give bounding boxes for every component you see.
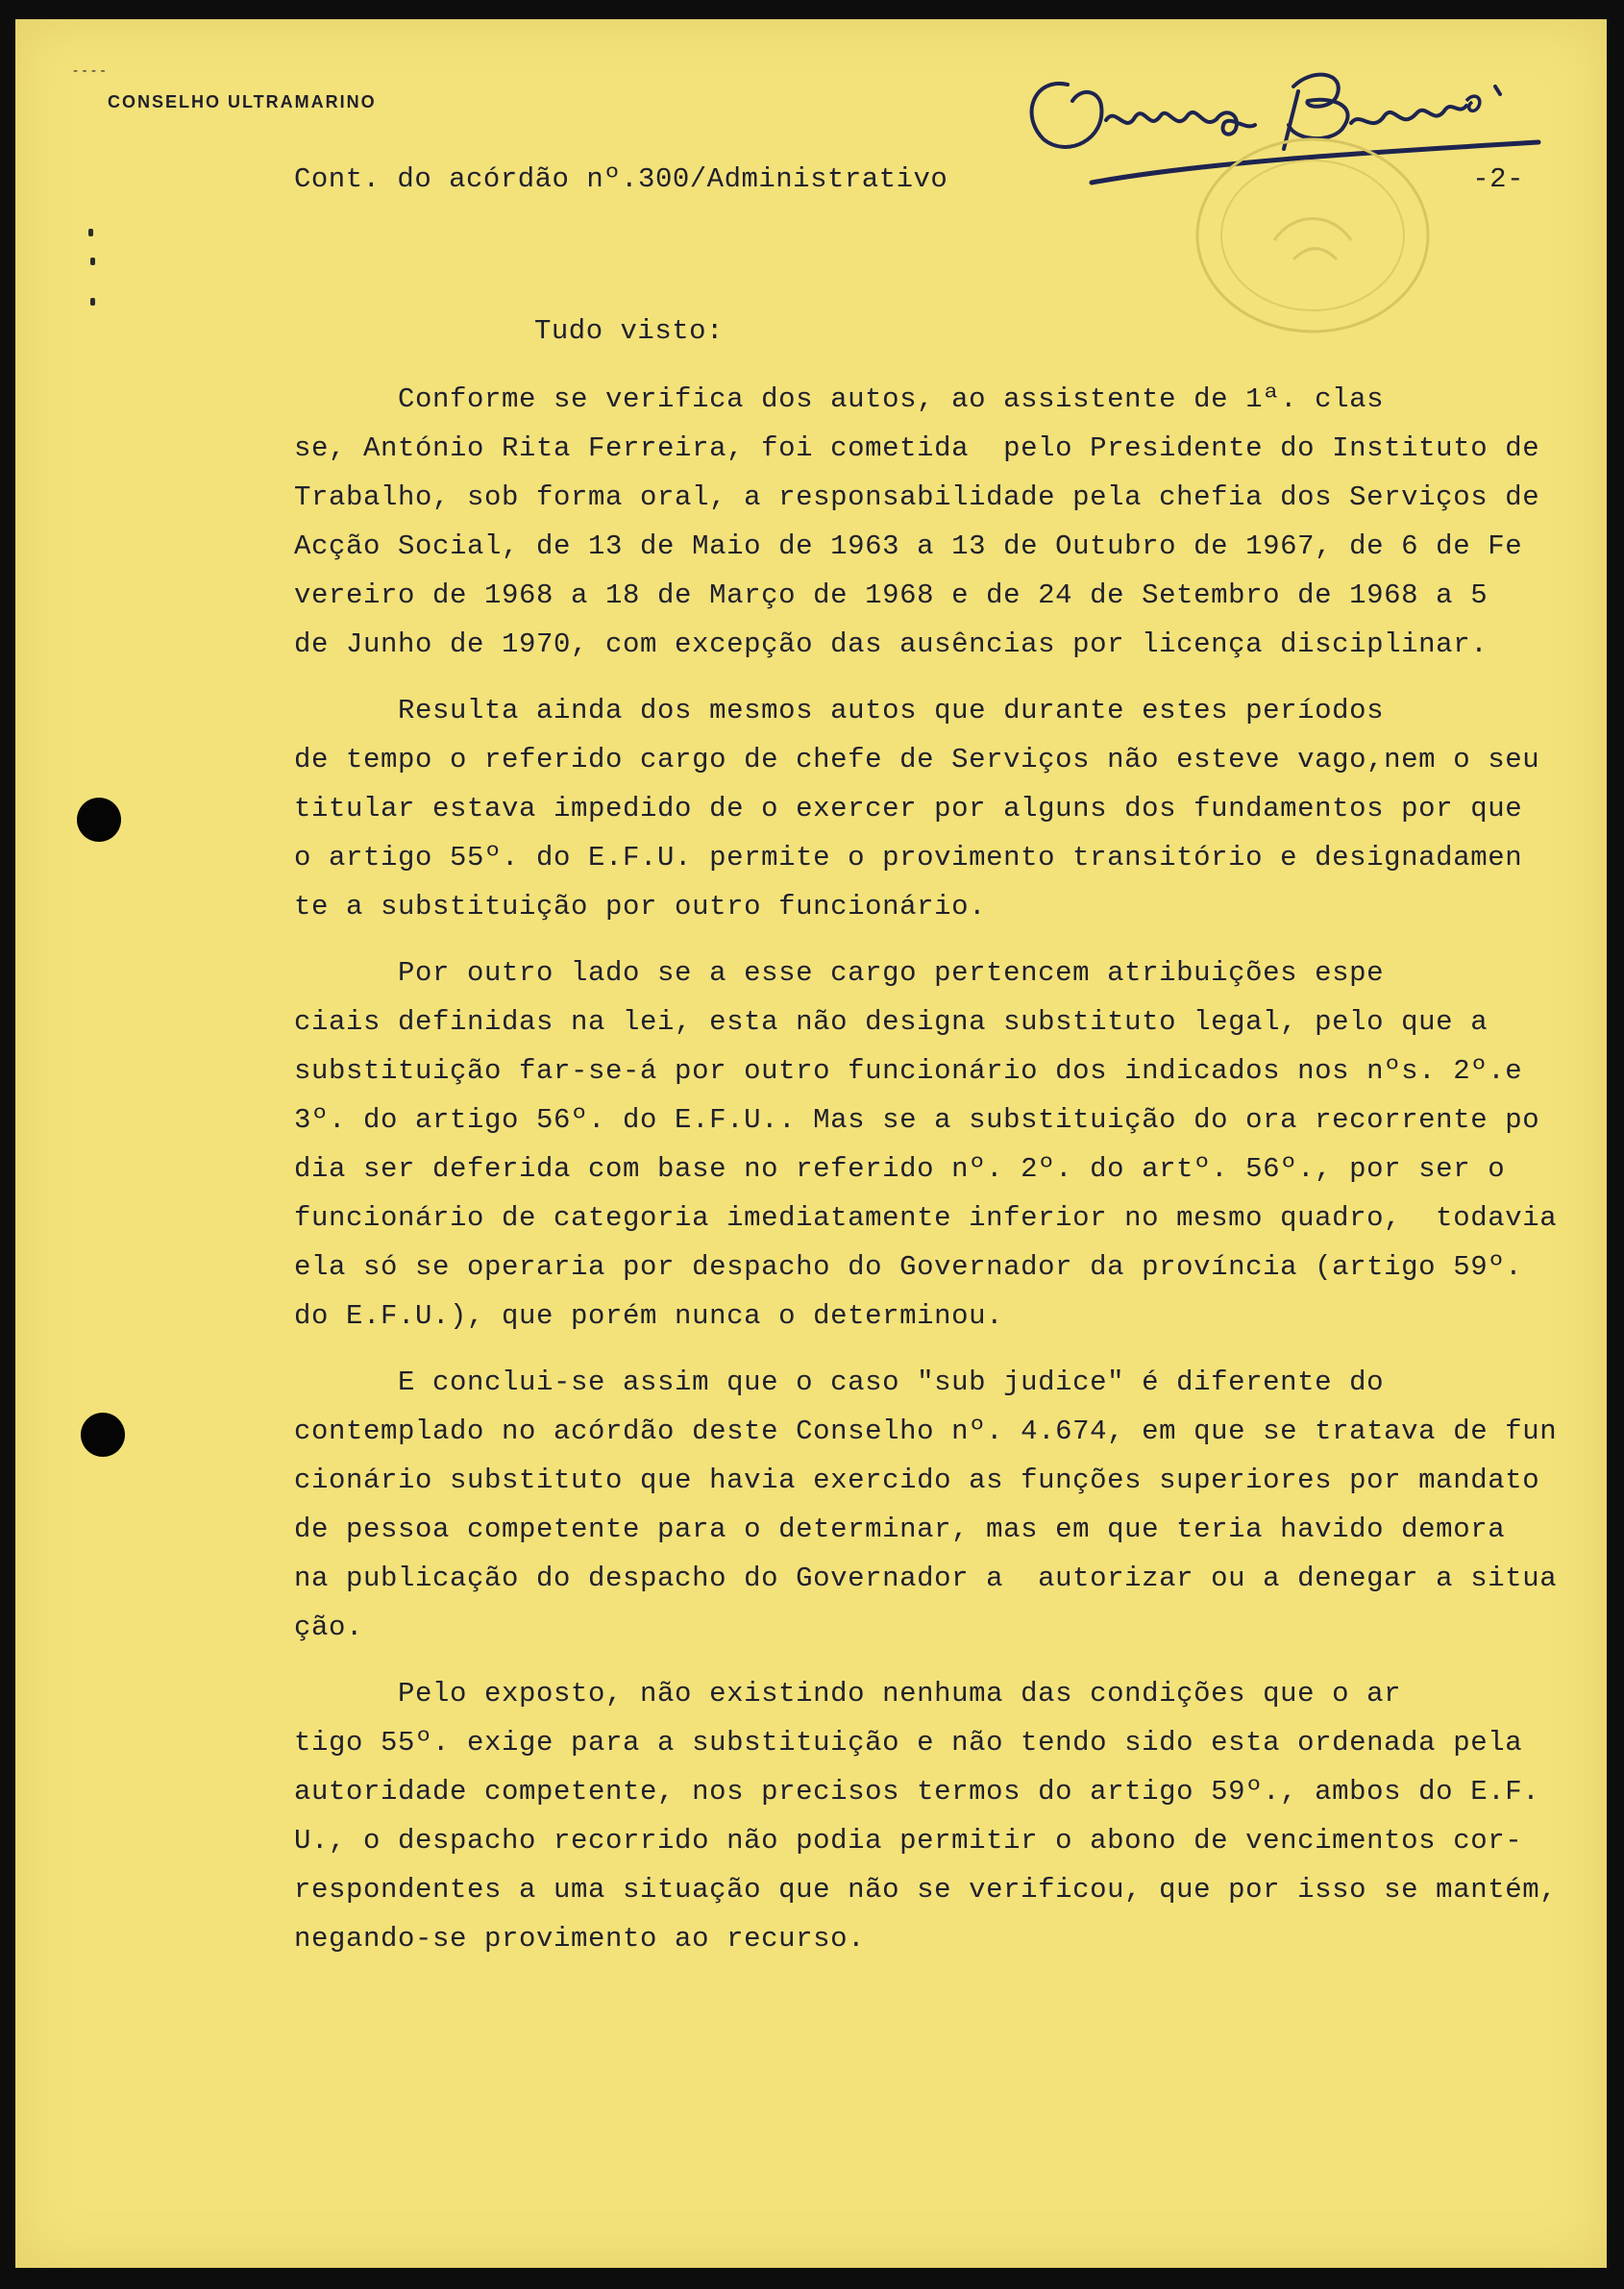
text-line: Resulta ainda dos mesmos autos que durante estes períodos xyxy=(294,695,1385,726)
text-line: Por outro lado se a esse cargo pertencem atribuições espe xyxy=(294,957,1385,989)
paragraph xyxy=(294,1669,1572,1963)
margin-mark xyxy=(90,258,95,265)
text-line: Trabalho, sob forma oral, a responsabilidade pela chefia dos Serviços de xyxy=(294,481,1540,513)
text-line: ciais definidas na lei, esta não designa substituto legal, pelo que a xyxy=(294,1006,1489,1038)
header-dots: - - - - xyxy=(73,63,106,79)
text-line: de tempo o referido cargo de chefe de Serviços não esteve vago,nem o seu xyxy=(294,744,1540,775)
text-line: funcionário de categoria imediatamente inferior no mesmo quadro, todavia xyxy=(294,1202,1558,1234)
paragraph xyxy=(294,948,1572,1341)
text-line: te a substituição por outro funcionário. xyxy=(294,891,987,923)
text-line: ção. xyxy=(294,1612,364,1643)
text-line: ela só se operaria por despacho do Governador da província (artigo 59º. xyxy=(294,1251,1523,1283)
text-line: se, António Rita Ferreira, foi cometida pelo Presidente do Instituto de xyxy=(294,432,1540,464)
institution-header: CONSELHO ULTRAMARINO xyxy=(108,92,377,111)
running-head xyxy=(294,163,1524,195)
punch-hole xyxy=(81,1413,125,1457)
text-line: respondentes a uma situação que não se verificou, que por isso se mantém, xyxy=(294,1874,1558,1906)
text-line: contemplado no acórdão deste Conselho nº. 4.674, em que se tratava de fun xyxy=(294,1415,1558,1447)
paragraph xyxy=(294,686,1572,931)
text-line: autoridade competente, nos precisos termos do artigo 59º., ambos do E.F. xyxy=(294,1776,1540,1808)
text-line: 3º. do artigo 56º. do E.F.U.. Mas se a substituição do ora recorrente po xyxy=(294,1104,1540,1136)
document-page xyxy=(15,19,1607,2268)
document-body xyxy=(294,375,1572,1981)
section-title: Tudo visto: xyxy=(534,315,724,347)
text-line: na publicação do despacho do Governador a autorizar ou a denegar a situa xyxy=(294,1563,1558,1594)
paragraph xyxy=(294,375,1572,669)
text-line: Conforme se verifica dos autos, ao assistente de 1ª. clas xyxy=(294,383,1385,415)
text-line: dia ser deferida com base no referido nº. 2º. do artº. 56º., por ser o xyxy=(294,1153,1506,1185)
margin-mark xyxy=(90,298,95,306)
paragraph xyxy=(294,1358,1572,1652)
text-line: titular estava impedido de o exercer por alguns dos fundamentos por que xyxy=(294,793,1523,825)
text-line: Pelo exposto, não existindo nenhuma das condições que o ar xyxy=(294,1678,1402,1710)
text-line: Acção Social, de 13 de Maio de 1963 a 13 de Outubro de 1967, de 6 de Fe xyxy=(294,530,1523,562)
text-line: negando-se provimento ao recurso. xyxy=(294,1923,866,1955)
text-line: o artigo 55º. do E.F.U. permite o provimento transitório e designadamen xyxy=(294,842,1523,874)
text-line: do E.F.U.), que porém nunca o determinou. xyxy=(294,1300,1004,1332)
text-line: substituição far-se-á por outro funcionário dos indicados nos nºs. 2º.e xyxy=(294,1055,1523,1087)
page-number: -2- xyxy=(1472,163,1524,195)
text-line: vereiro de 1968 a 18 de Março de 1968 e de 24 de Setembro de 1968 a 5 xyxy=(294,579,1489,611)
embossed-seal xyxy=(1178,125,1438,346)
text-line: de Junho de 1970, com excepção das ausências por licença disciplinar. xyxy=(294,628,1489,660)
text-line: de pessoa competente para o determinar, mas em que teria havido demora xyxy=(294,1514,1506,1545)
text-line: E conclui-se assim que o caso "sub judice" é diferente do xyxy=(294,1366,1385,1398)
margin-mark xyxy=(88,229,93,236)
punch-hole xyxy=(77,798,121,842)
text-line: U., o despacho recorrido não podia permitir o abono de vencimentos cor- xyxy=(294,1825,1523,1857)
case-reference: Cont. do acórdão nº.300/Administrativo xyxy=(294,163,948,195)
text-line: cionário substituto que havia exercido as funções superiores por mandato xyxy=(294,1464,1540,1496)
text-line: tigo 55º. exige para a substituição e não tendo sido esta ordenada pela xyxy=(294,1727,1523,1759)
